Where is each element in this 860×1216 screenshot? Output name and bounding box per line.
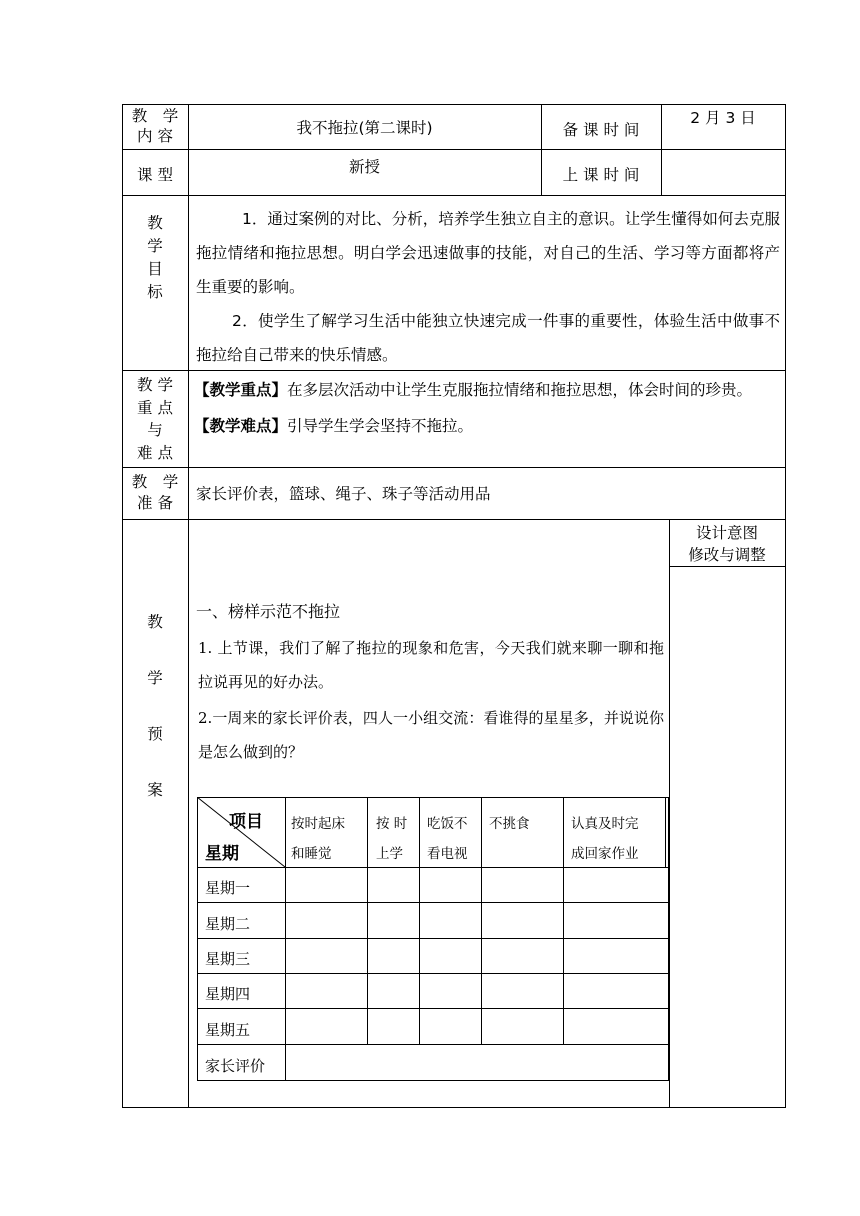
- objective-2: 2．使学生了解学习生活中能独立快速完成一件事的重要性，体验生活中做事不拖拉给自己带来的快乐情感。: [196, 312, 780, 364]
- design-notes-header: 设计意图 修改与调整: [688, 524, 766, 564]
- table-rule: [122, 467, 785, 468]
- row-label-wednesday: 星期三: [205, 950, 251, 968]
- eval-rule: [665, 797, 666, 868]
- eval-rule: [197, 938, 669, 939]
- table-border-left: [122, 104, 123, 1108]
- table-rule: [122, 195, 785, 196]
- side-header-rule: [669, 566, 785, 567]
- row-label-monday: 星期一: [205, 879, 251, 897]
- eval-rule: [419, 797, 420, 1045]
- table-rule: [122, 519, 785, 520]
- teaching-difficulty: 【教学难点】引导学生学会坚持不拖拉。: [194, 417, 474, 435]
- row-label-parent-evaluation: 家长评价: [205, 1057, 266, 1075]
- eval-rule: [197, 902, 669, 903]
- eval-rule: [197, 1080, 669, 1081]
- row-label-friday: 星期五: [205, 1021, 251, 1039]
- corner-day-label: 星期: [205, 844, 239, 864]
- lesson-type-value: 新授: [348, 158, 380, 176]
- preparation-text: 家长评价表，篮球、绳子、珠子等活动用品: [196, 485, 491, 503]
- teaching-focus: 【教学重点】在多层次活动中让学生克服拖拉情绪和拖拉思想，体会时间的珍贵。: [194, 381, 753, 399]
- table-border-right: [785, 104, 786, 1108]
- eval-rule: [197, 1008, 669, 1009]
- table-rule: [122, 149, 785, 150]
- column-header: 按时起床 和睡觉: [291, 816, 345, 862]
- objectives-text: [196, 202, 780, 372]
- eval-rule: [197, 973, 669, 974]
- row-label-thursday: 星期四: [205, 985, 251, 1003]
- row-label-tuesday: 星期二: [205, 915, 251, 933]
- plan-label: 教 学 预 案: [147, 613, 163, 799]
- eval-rule: [563, 797, 564, 1045]
- objectives-label: 教 学 目 标: [147, 214, 163, 301]
- eval-rule: [481, 797, 482, 1045]
- column-header: 按 时 上学: [376, 816, 408, 862]
- table-rule: [669, 519, 670, 1108]
- column-header: 认真及时完 成回家作业: [571, 816, 639, 862]
- corner-item-label: 项目: [229, 812, 263, 832]
- plan-steps: [198, 631, 664, 769]
- table-rule: [188, 104, 189, 1108]
- eval-rule: [367, 797, 368, 1045]
- lesson-title: 我不拖拉(第二课时): [296, 119, 433, 137]
- column-header: 不挑食: [489, 816, 530, 832]
- parent-evaluation-table: [197, 797, 669, 1081]
- table-border-bottom: [122, 1107, 785, 1108]
- class-time-label: 上 课 时 间: [562, 166, 640, 184]
- column-header: 吃饭不 看电视: [427, 816, 468, 862]
- key-points-text: [194, 375, 782, 441]
- objective-1: 1．通过案例的对比、分析，培养学生独立自主的意识。让学生懂得如何去克服拖拉情绪和拖拉思想。明白学会迅速做事的技能，对自己的生活、学习等方面都将产生重要的影响。: [196, 210, 780, 296]
- preparation-label: 教 学 准 备: [131, 473, 179, 512]
- key-points-label: 教 学 重 点 与 难 点: [137, 376, 173, 462]
- prep-time-label: 备 课 时 间: [562, 121, 640, 139]
- prep-time-value: 2 月 3 日: [690, 109, 756, 127]
- content-label: 教 学 内 容: [131, 107, 179, 145]
- eval-rule: [668, 797, 669, 1081]
- eval-rule: [197, 1044, 669, 1045]
- plan-step-1: 1. 上节课，我们了解了拖拉的现象和危害，今天我们就来聊一聊和拖拉说再见的好办法。: [198, 639, 664, 691]
- lesson-type-label: 课 型: [137, 166, 173, 184]
- plan-section-title: 一、榜样示范不拖拉: [196, 602, 341, 621]
- plan-step-2: 2.一周来的家长评价表，四人一小组交流：看谁得的星星多，并说说你是怎么做到的？: [198, 709, 664, 761]
- table-border-top: [122, 104, 785, 105]
